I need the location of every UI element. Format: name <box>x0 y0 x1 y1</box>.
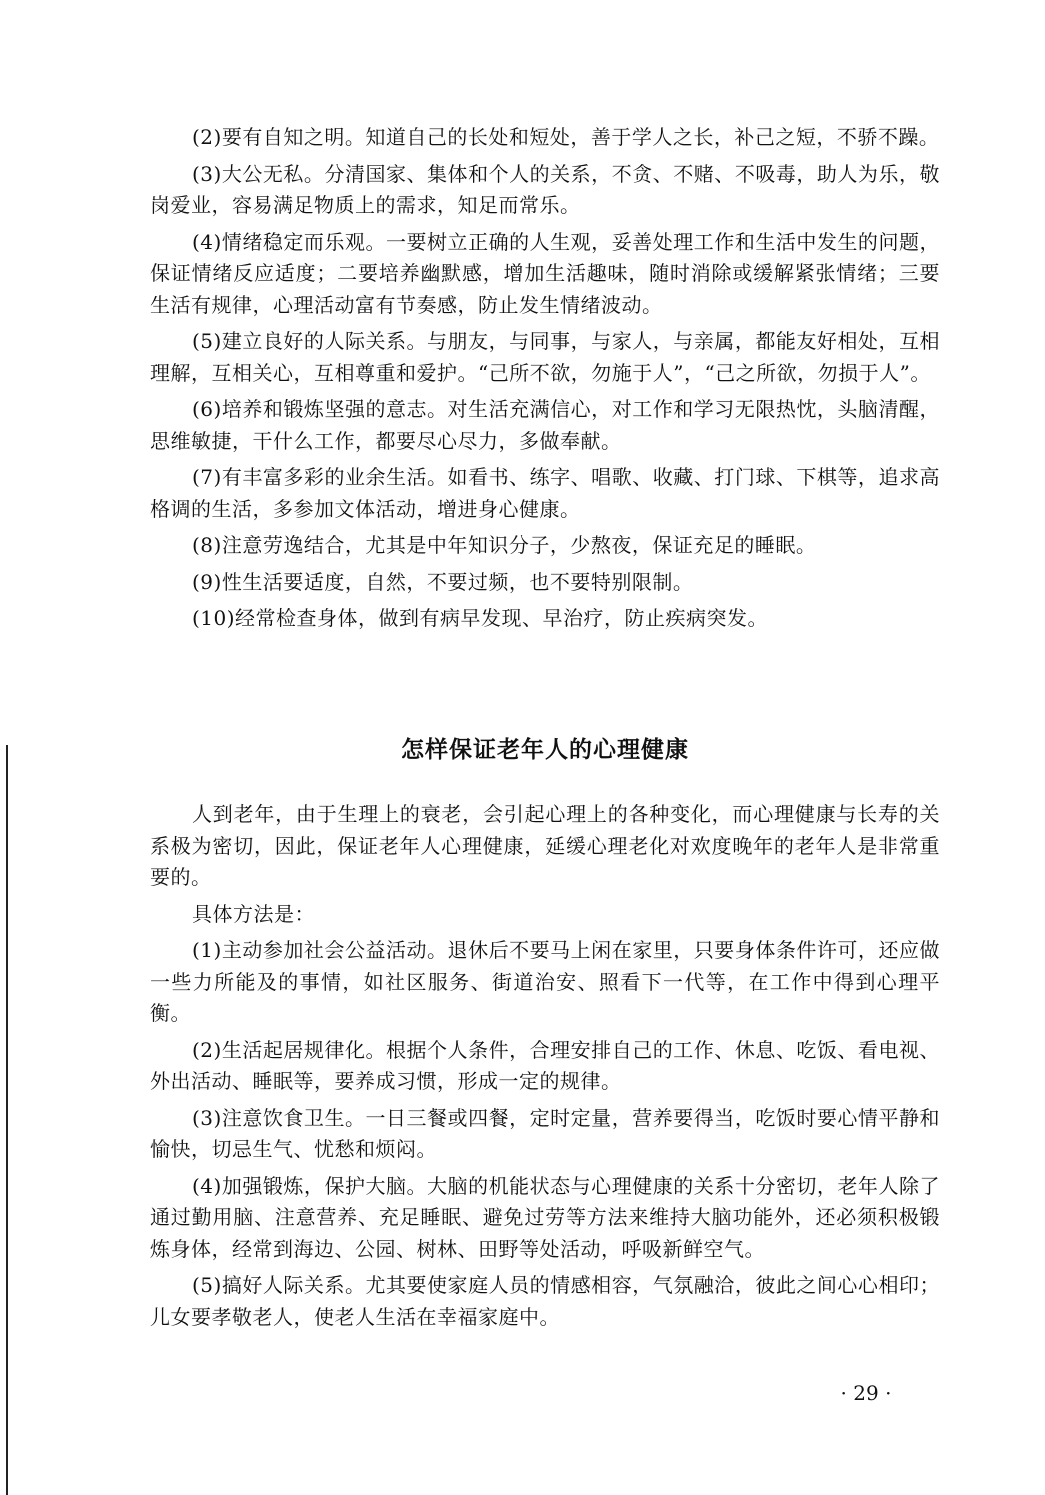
intro-paragraph: 人到老年，由于生理上的衰老，会引起心理上的各种变化，而心理健康与长寿的关系极为密切，因此，保证老年人心理健康，延缓心理老化对欢度晚年的老年人是非常重要的。 <box>150 802 940 889</box>
list-item: (5)建立良好的人际关系。与朋友，与同事，与家人，与亲属，都能友好相处，互相理解，互相关心，互相尊重和爱护。“己所不欲，勿施于人”，“己之所欲，勿损于人”。 <box>150 329 940 385</box>
section-heading: 怎样保证老年人的心理健康 <box>401 737 689 763</box>
list-item: (3)注意饮食卫生。一日三餐或四餐，定时定量，营养要得当，吃饭时要心情平静和愉快，切忌生气、忧愁和烦闷。 <box>150 1105 940 1161</box>
list-item: (2)生活起居规律化。根据个人条件，合理安排自己的工作、休息、吃饭、看电视、外出活动、睡眠等，要养成习惯，形成一定的规律。 <box>150 1037 940 1093</box>
list-item: (10)经常检查身体，做到有病早发现、早治疗，防止疾病突发。 <box>192 606 769 630</box>
page-number: · 29 · <box>840 1381 892 1405</box>
scan-edge-line <box>6 745 8 1495</box>
list-item: (7)有丰富多彩的业余生活。如看书、练字、唱歌、收藏、打门球、下棋等，追求高格调的生活，多参加文体活动，增进身心健康。 <box>150 465 940 521</box>
list-item: (1)主动参加社会公益活动。退休后不要马上闲在家里，只要身体条件许可，还应做一些力所能及的事情，如社区服务、街道治安、照看下一代等，在工作中得到心理平衡。 <box>150 938 940 1025</box>
top-list <box>150 122 940 640</box>
list-item: (4)加强锻炼，保护大脑。大脑的机能状态与心理健康的关系十分密切，老年人除了通过勤用脑、注意营养、充足睡眠、避免过劳等方法来维持大脑功能外，还必须积极锻炼身体，经常到海边、公园、树林、田野等处活动，呼吸新鲜空气。 <box>150 1173 940 1261</box>
bottom-list <box>150 799 940 1338</box>
list-item: (3)大公无私。分清国家、集体和个人的关系，不贪、不赌、不吸毒，助人为乐，敬岗爱业，容易满足物质上的需求，知足而常乐。 <box>150 161 940 217</box>
list-item: (5)搞好人际关系。尤其要使家庭人员的情感相容，气氛融洽，彼此之间心心相印；儿女要孝敬老人，使老人生活在幸福家庭中。 <box>150 1273 940 1329</box>
list-item: (6)培养和锻炼坚强的意志。对生活充满信心，对工作和学习无限热忱，头脑清醒，思维敏捷，干什么工作，都要尽心尽力，多做奉献。 <box>150 397 940 453</box>
list-item: (9)性生活要适度，自然，不要过频，也不要特别限制。 <box>192 569 694 594</box>
method-lead: 具体方法是： <box>192 901 315 926</box>
list-item: (2)要有自知之明。知道自己的长处和短处，善于学人之长，补己之短，不骄不躁。 <box>192 125 940 149</box>
list-item: (4)情绪稳定而乐观。一要树立正确的人生观，妥善处理工作和生活中发生的问题，保证情绪反应适度；二要培养幽默感，增加生活趣味，随时消除或缓解紧张情绪；三要生活有规律，心理活动富有节奏感，防止发生情绪波动。 <box>150 229 940 317</box>
list-item: (8)注意劳逸结合，尤其是中年知识分子，少熬夜，保证充足的睡眠。 <box>192 533 817 557</box>
